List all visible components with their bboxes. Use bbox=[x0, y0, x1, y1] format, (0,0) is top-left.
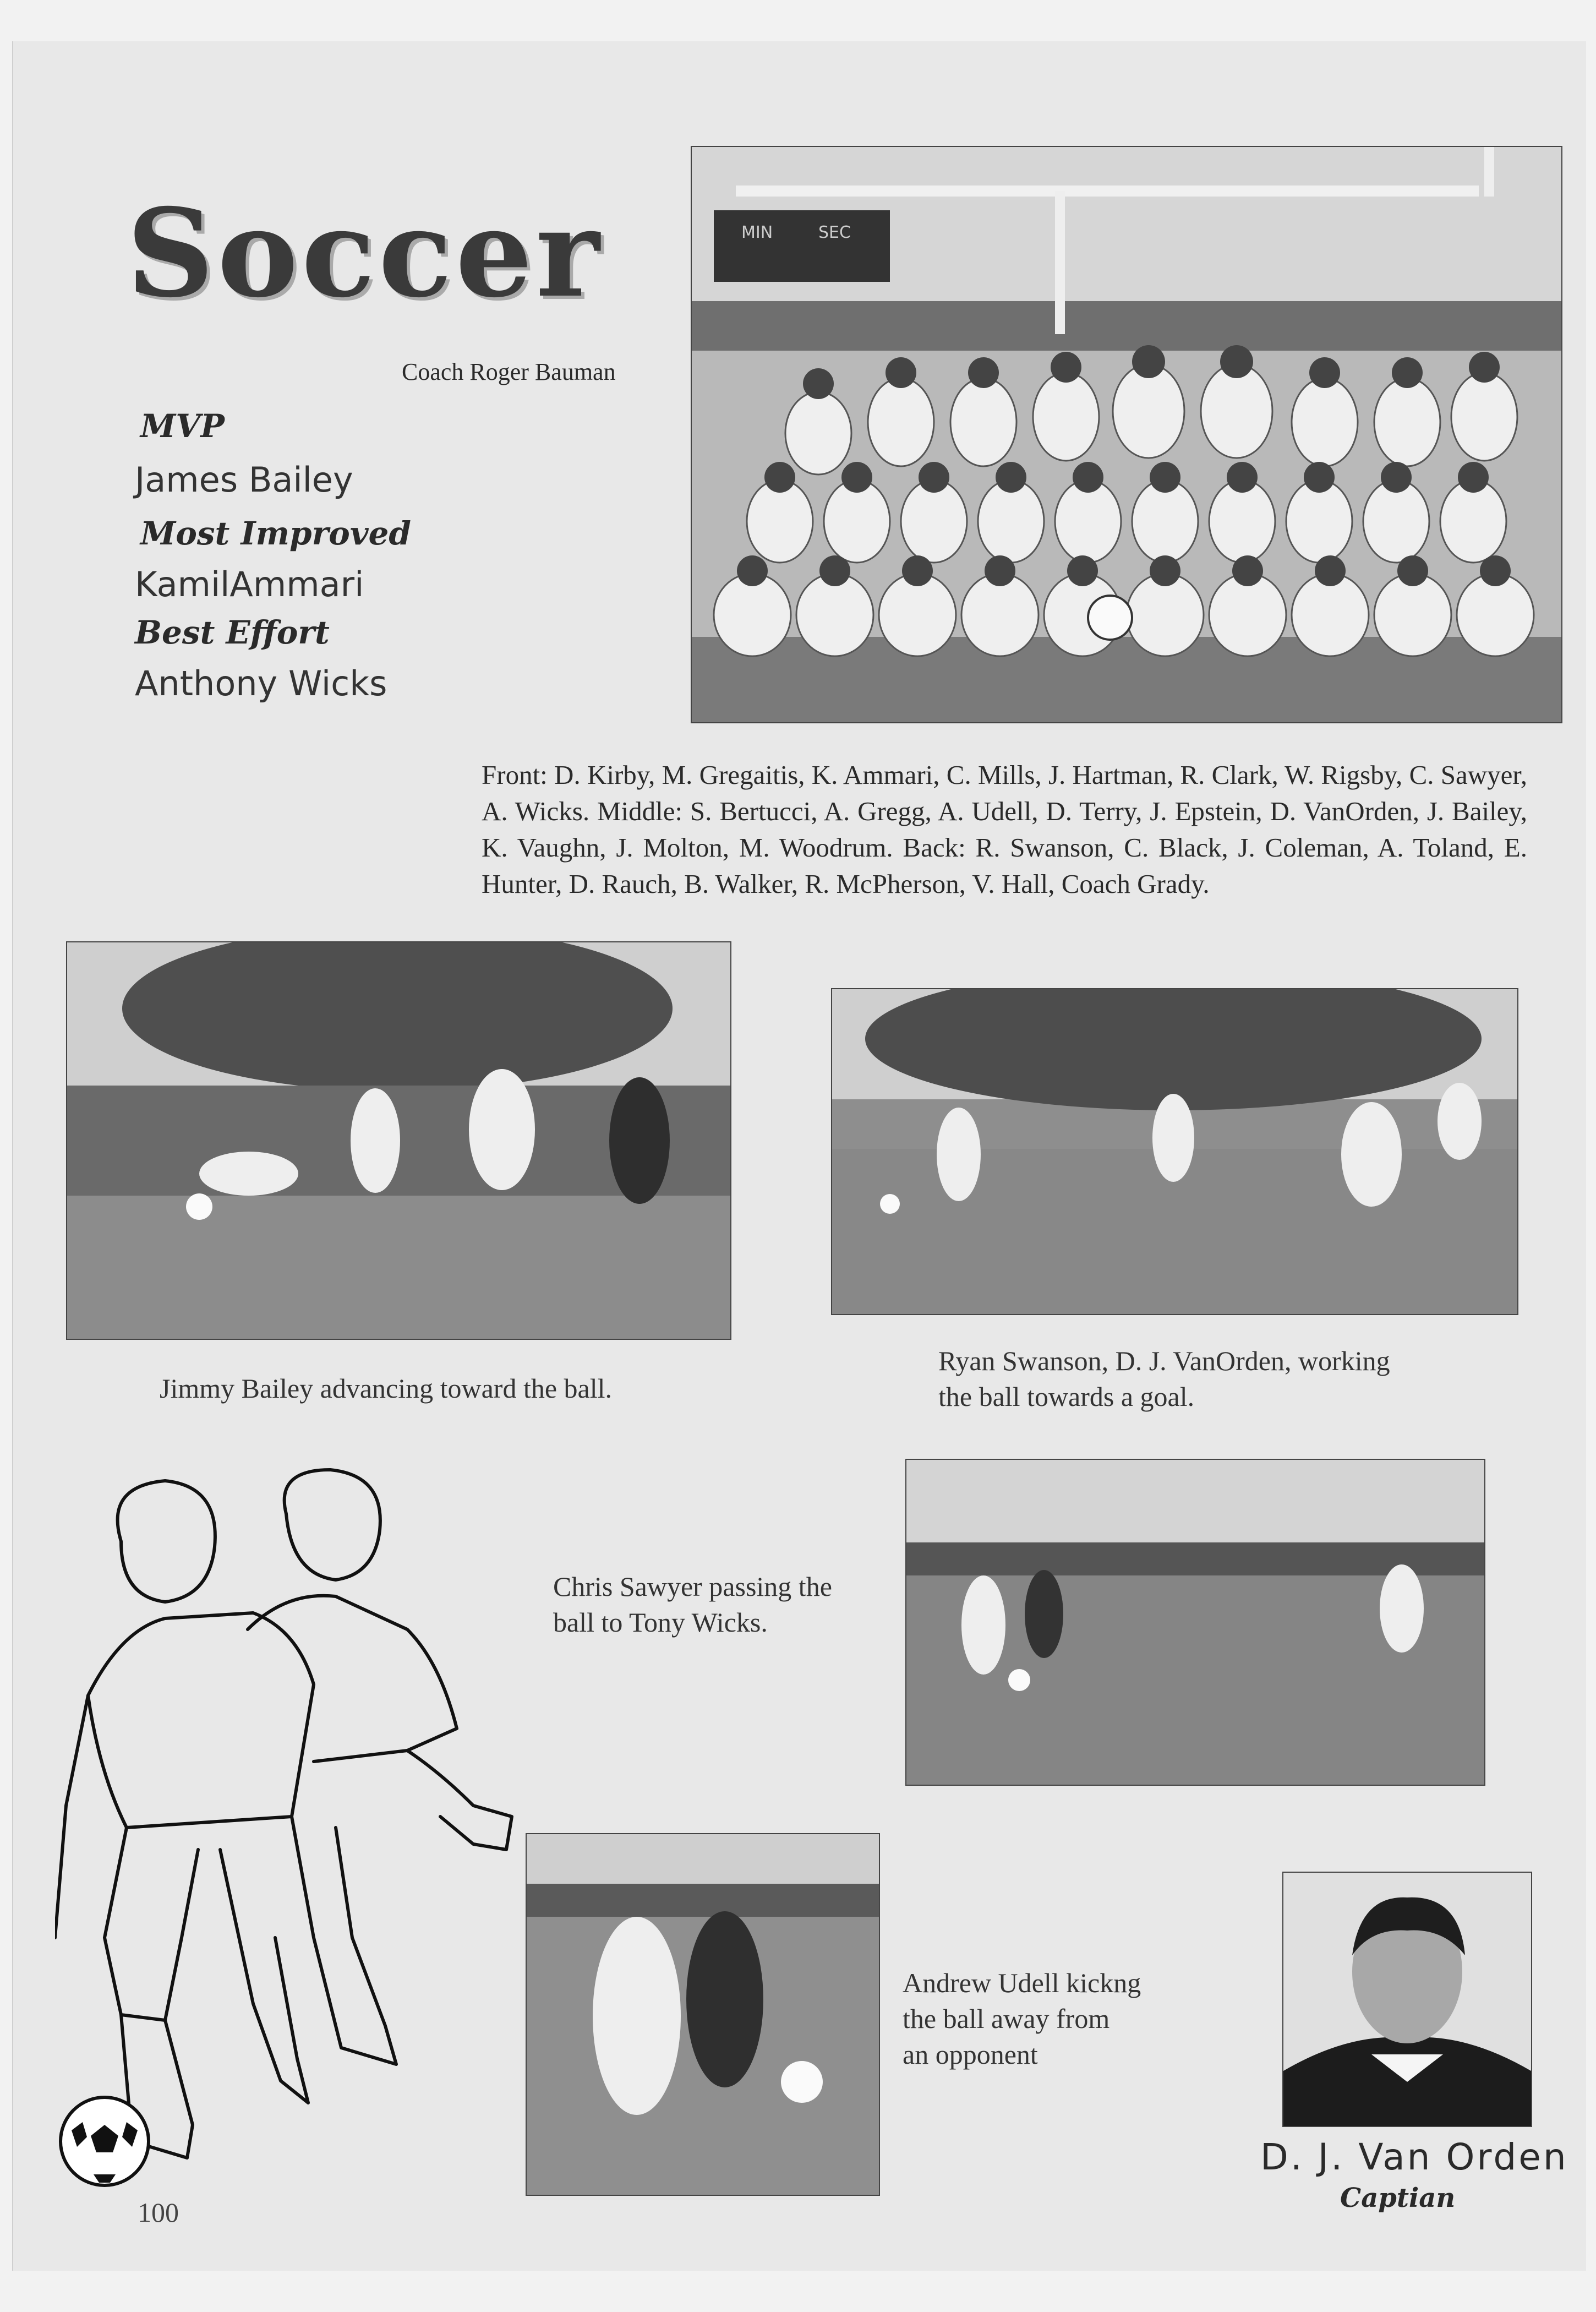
award-heading-mvp: MVP bbox=[140, 407, 225, 445]
captain-portrait bbox=[1282, 1872, 1532, 2127]
page-title: Soccer bbox=[127, 182, 603, 324]
photo-swanson-vanorden bbox=[831, 988, 1518, 1315]
caption-udell-line2: the ball away from bbox=[903, 2003, 1110, 2034]
award-heading-best-effort: Best Effort bbox=[135, 614, 330, 651]
captain-role: Captian bbox=[1340, 2183, 1456, 2213]
scoreboard-min: MIN bbox=[741, 223, 773, 242]
team-photo bbox=[691, 146, 1562, 723]
scoreboard-sec: SEC bbox=[818, 223, 851, 242]
award-name-most-improved: KamilAmmari bbox=[135, 564, 364, 604]
caption-swanson-line2: the ball towards a goal. bbox=[938, 1381, 1195, 1412]
award-name-mvp: James Bailey bbox=[135, 460, 353, 500]
photo-bailey-advancing bbox=[66, 941, 731, 1340]
caption-bailey: Jimmy Bailey advancing toward the ball. bbox=[160, 1373, 613, 1404]
award-name-best-effort: Anthony Wicks bbox=[135, 663, 387, 704]
photo-sawyer-passing bbox=[905, 1459, 1485, 1786]
photo-udell-kicking bbox=[526, 1833, 880, 2196]
caption-swanson-line1: Ryan Swanson, D. J. VanOrden, working bbox=[938, 1345, 1390, 1376]
caption-udell-line1: Andrew Udell kickng bbox=[903, 1967, 1141, 1998]
caption-sawyer-line1: Chris Sawyer passing the bbox=[553, 1571, 832, 1602]
captain-name: D. J. Van Orden bbox=[1260, 2136, 1568, 2178]
award-heading-most-improved: Most Improved bbox=[140, 515, 411, 552]
caption-sawyer-line2: ball to Tony Wicks. bbox=[553, 1607, 768, 1638]
page-number: 100 bbox=[138, 2197, 179, 2228]
coach-name: Coach Roger Bauman bbox=[402, 358, 616, 385]
soccer-players-illustration bbox=[55, 1464, 528, 2191]
roster-caption: Front: D. Kirby, M. Gregaitis, K. Ammari, C. Mills, J. Hartman, R. Clark, W. Rigsby, C. Sawyer, A. Wicks. Middle: S. Bertucci, A. Gregg, A. Udell, D. Terry, J. Epstein, D. VanOrden, J. Bailey, K. Vaughn, J. Molton, M. Woodrum. Back: R. Swanson, C. Black, J. Coleman, A. Toland, E. Hunter, D. Rauch, B. Walker, R. McPherson, V. Hall, Coach Grady. bbox=[482, 760, 1527, 899]
caption-udell-line3: an opponent bbox=[903, 2039, 1038, 2070]
